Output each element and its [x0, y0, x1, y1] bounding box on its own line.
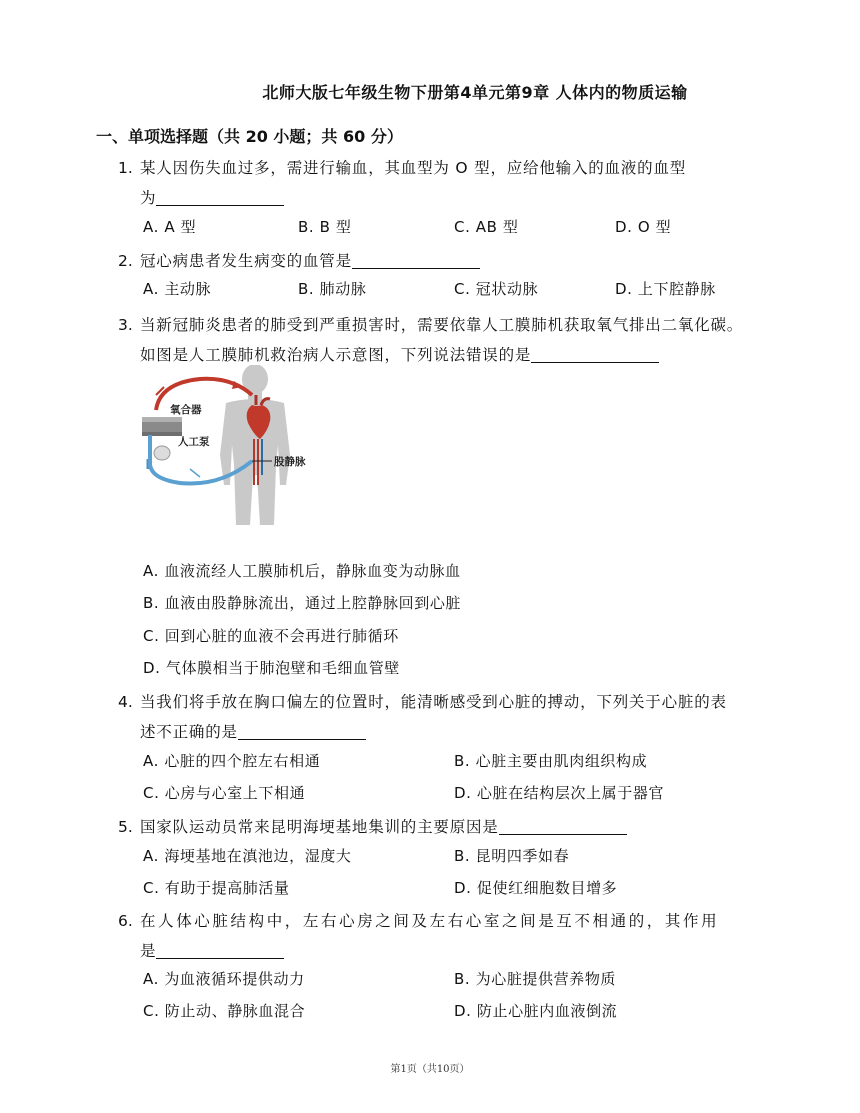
option-d: D. 防止心脏内血液倒流: [454, 1002, 618, 1020]
option-b: B. 为心脏提供营养物质: [454, 970, 617, 988]
question-3-stem-cont: [140, 343, 659, 365]
option-b: B. 肺动脉: [298, 280, 367, 298]
option-b: B. 心脏主要由肌肉组织构成: [454, 752, 648, 770]
label-pump: 人工泵: [178, 436, 210, 448]
question-3: [118, 312, 798, 338]
answer-blank: [499, 818, 627, 835]
option-c: C. 回到心脏的血液不会再进行肺循环: [143, 627, 399, 645]
option-c: C. 冠状动脉: [454, 280, 539, 298]
question-stem: 国家队运动员常来昆明海埂基地集训的主要原因是: [140, 818, 499, 836]
question-stem: 在人体心脏结构中，左右心房之间及左右心室之间是互不相通的，其作用: [140, 912, 720, 930]
document-title: 北师大版七年级生物下册第4单元第9章 人体内的物质运输: [262, 83, 688, 102]
question-2: [118, 248, 768, 274]
option-c: C. 有助于提高肺活量: [143, 879, 290, 897]
question-number: 2.: [118, 252, 133, 270]
option-d: D. 上下腔静脉: [615, 280, 716, 298]
question-stem-cont: 如图是人工膜肺机救治病人示意图，下列说法错误的是: [140, 346, 532, 364]
answer-blank: [531, 346, 659, 363]
answer-blank: [156, 942, 284, 959]
question-stem: 某人因伤失血过多，需进行输血，其血型为 O 型，应给他输入的血液的血型: [140, 159, 687, 177]
option-a: A. 为血液循环提供动力: [143, 970, 305, 988]
section-heading: 一、单项选择题（共 20 小题；共 60 分）: [96, 127, 403, 146]
question-stem: 当新冠肺炎患者的肺受到严重损害时，需要依靠人工膜肺机获取氧气排出二氧化碳。: [140, 316, 744, 334]
option-d: D. O 型: [615, 218, 672, 236]
option-d: D. 心脏在结构层次上属于器官: [454, 784, 665, 802]
question-stem: 当我们将手放在胸口偏左的位置时，能清晰感受到心脏的搏动，下列关于心脏的表: [140, 693, 727, 711]
option-c: C. 心房与心室上下相通: [143, 784, 306, 802]
option-a: A. A 型: [143, 218, 197, 236]
option-a: A. 主动脉: [143, 280, 212, 298]
answer-blank: [238, 723, 366, 740]
question-stem-cont: 为: [140, 189, 157, 207]
question-stem: 冠心病患者发生病变的血管是: [140, 252, 352, 270]
question-6-stem-cont: [140, 939, 284, 961]
option-a: A. 血液流经人工膜肺机后，静脉血变为动脉血: [143, 562, 461, 580]
option-c: C. AB 型: [454, 218, 519, 236]
option-b: B. B 型: [298, 218, 352, 236]
option-b: B. 昆明四季如春: [454, 847, 570, 865]
question-stem-cont: 是: [140, 942, 157, 960]
question-5: [118, 814, 768, 840]
option-c: C. 防止动、静脉血混合: [143, 1002, 306, 1020]
question-1-stem-cont: [140, 186, 284, 208]
option-a: A. 海埂基地在滇池边，湿度大: [143, 847, 352, 865]
question-number: 6.: [118, 912, 133, 930]
option-b: B. 血液由股静脉流出，通过上腔静脉回到心脏: [143, 594, 462, 612]
question-number: 4.: [118, 693, 133, 711]
label-femoral-vein: 股静脉: [274, 456, 306, 468]
page-footer: 第1页（共10页）: [390, 1064, 470, 1075]
answer-blank: [352, 252, 480, 269]
question-stem-cont: 述不正确的是: [140, 723, 238, 741]
question-6: [118, 908, 768, 934]
question-number: 1.: [118, 159, 133, 177]
question-number: 3.: [118, 316, 133, 334]
option-d: D. 促使红细胞数目增多: [454, 879, 618, 897]
question-4-stem-cont: [140, 720, 366, 742]
ecmo-diagram: [140, 365, 315, 530]
question-1: [118, 155, 768, 181]
answer-blank: [156, 189, 284, 206]
label-oxygenator: 氧合器: [170, 404, 202, 416]
option-a: A. 心脏的四个腔左右相通: [143, 752, 321, 770]
question-number: 5.: [118, 818, 133, 836]
question-4: [118, 689, 768, 715]
oxygenator-icon: [142, 417, 182, 436]
option-d: D. 气体膜相当于肺泡壁和毛细血管壁: [143, 659, 400, 677]
